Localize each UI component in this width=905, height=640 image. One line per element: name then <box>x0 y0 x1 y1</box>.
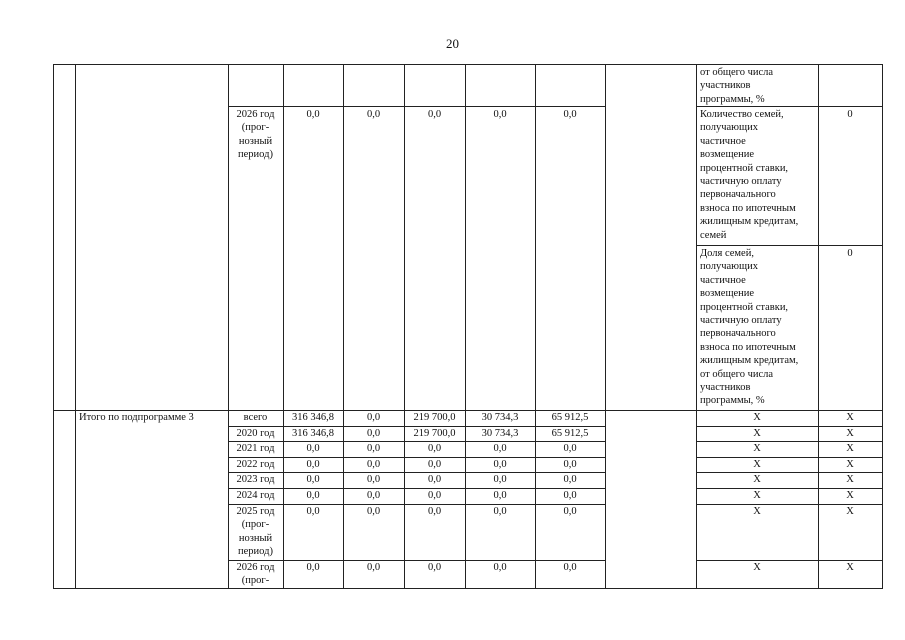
budget-value: 0,0 <box>306 443 320 454</box>
indicator-family-share-line: частичную оплату <box>700 315 782 326</box>
grid-line <box>696 245 883 246</box>
indicator-cell: X <box>753 443 761 454</box>
indicator-family-count-line: первоначального <box>700 189 776 201</box>
indicator-value-cell: X <box>846 443 854 454</box>
grid-line <box>882 64 883 588</box>
indicator-family-count-line: семей <box>700 229 727 241</box>
budget-value: 0,0 <box>366 412 381 423</box>
year-2025-period-line: период) <box>238 546 273 558</box>
period-label: всего <box>243 412 268 423</box>
indicator-family-count-line: жилищным кредитам, <box>700 216 799 228</box>
budget-value: 0,0 <box>427 443 442 454</box>
indicator-family-share-line: жилищным кредитам, <box>700 355 799 367</box>
budget-value: 0,0 <box>427 474 442 485</box>
budget-value: 0,0 <box>493 459 507 470</box>
budget-value: 0,0 <box>493 490 507 501</box>
indicator-value-cell: X <box>846 474 854 485</box>
year-2025-value: 0,0 <box>563 506 577 517</box>
indicator-family-share-line: частичное <box>700 274 746 286</box>
budget-value: 0,0 <box>366 474 381 485</box>
indicator-family-share-value: 0 <box>847 248 853 259</box>
indicator-family-share-line: от общего числа <box>700 368 774 380</box>
year-2025-value: 0,0 <box>427 506 442 517</box>
year-2025-indicator-value: X <box>846 506 854 517</box>
indicator-family-share-line: процентной ставки, <box>700 301 789 313</box>
year-2026-total-value: 0,0 <box>563 562 577 573</box>
period-label: 2024 год <box>236 490 275 501</box>
indicator-family-share-line: возмещение <box>700 288 755 300</box>
indicator-value-cell: X <box>846 428 854 439</box>
year-2026-total-period-line: 2026 год <box>236 562 275 573</box>
indicator-cell: X <box>753 412 761 423</box>
budget-value: 30 734,3 <box>481 428 519 439</box>
budget-value: 0,0 <box>563 474 577 485</box>
year-2026-total-indicator-value: X <box>846 562 854 573</box>
budget-value: 316 346,8 <box>292 428 334 439</box>
year-2026-total-period-line: (прог- <box>241 575 270 587</box>
indicator-family-share-line: первоначального <box>700 328 776 340</box>
year-2025-indicator: X <box>753 506 761 517</box>
indicator-value-cell: X <box>846 459 854 470</box>
budget-value: 219 700,0 <box>413 428 456 439</box>
budget-value: 0,0 <box>306 459 320 470</box>
indicator-family-share-line: получающих <box>700 261 758 273</box>
year-2025-period-line: нозный <box>238 532 273 544</box>
year-2025-value: 0,0 <box>306 506 320 517</box>
budget-value: 0,0 <box>427 459 442 470</box>
year-2026-total-value: 0,0 <box>366 562 381 573</box>
budget-value: 65 912,5 <box>551 428 589 439</box>
budget-value: 0,0 <box>563 443 577 454</box>
indicator-family-count-line: получающих <box>700 122 758 134</box>
year-2025-value: 0,0 <box>366 506 381 517</box>
year-2026-total-value: 0,0 <box>427 562 442 573</box>
year-2026-period-line: период) <box>238 149 273 161</box>
page-number: 20 <box>446 36 459 51</box>
year-2026-period-line: нозный <box>238 135 273 147</box>
year-2026-value: 0,0 <box>306 109 320 120</box>
period-label: 2020 год <box>236 428 275 439</box>
indicator-value-cell: X <box>846 490 854 501</box>
indicator-family-count-line: процентной ставки, <box>700 162 789 174</box>
period-label: 2021 год <box>236 443 275 454</box>
year-2026-value: 0,0 <box>563 109 577 120</box>
indicator-continuation-line: программы, % <box>700 93 765 105</box>
budget-value: 0,0 <box>427 490 442 501</box>
period-label: 2022 год <box>236 459 275 470</box>
indicator-family-count-line: частичное <box>700 135 746 147</box>
budget-value: 65 912,5 <box>551 412 589 423</box>
indicator-family-count-line: взноса по ипотечным <box>700 202 796 214</box>
budget-value: 0,0 <box>563 490 577 501</box>
indicator-cell: X <box>753 474 761 485</box>
grid-line <box>605 64 606 588</box>
year-2026-total-indicator: X <box>753 562 761 573</box>
budget-value: 0,0 <box>493 443 507 454</box>
year-2025-period-line: 2025 год <box>236 506 275 517</box>
indicator-family-share-line: участников <box>700 382 751 393</box>
year-2026-total-value: 0,0 <box>493 562 507 573</box>
period-label: 2023 год <box>236 474 275 485</box>
indicator-family-share-line: Доля семей, <box>700 248 754 259</box>
indicator-family-count-value: 0 <box>847 109 853 120</box>
indicator-cell: X <box>753 428 761 439</box>
year-2026-period-line: (прог- <box>241 122 270 134</box>
indicator-continuation-line: участников <box>700 80 751 92</box>
indicator-family-share-line: программы, % <box>700 395 765 407</box>
indicator-family-share-line: взноса по ипотечным <box>700 341 796 353</box>
year-2026-value: 0,0 <box>366 109 381 120</box>
budget-value: 0,0 <box>366 459 381 470</box>
budget-value: 316 346,8 <box>292 412 334 423</box>
indicator-cell: X <box>753 490 761 501</box>
budget-value: 0,0 <box>366 490 381 501</box>
budget-value: 0,0 <box>306 474 320 485</box>
year-2025-period-line: (прог- <box>241 519 270 531</box>
grid-line <box>228 106 606 107</box>
budget-value: 0,0 <box>366 443 381 454</box>
indicator-value-cell: X <box>846 412 854 423</box>
budget-value: 0,0 <box>563 459 577 470</box>
grid-line <box>75 64 76 588</box>
year-2026-total-value: 0,0 <box>306 562 320 573</box>
year-2026-value: 0,0 <box>493 109 507 120</box>
table-bottom-border <box>53 588 883 589</box>
indicator-cell: X <box>753 459 761 470</box>
year-2026-value: 0,0 <box>427 109 442 120</box>
indicator-family-count-line: частичную оплату <box>700 176 782 187</box>
indicator-family-count-line: Количество семей, <box>700 109 784 120</box>
subprogram-3-name: Итого по подпрограмме 3 <box>79 412 194 423</box>
year-2025-value: 0,0 <box>493 506 507 517</box>
budget-value: 0,0 <box>306 490 320 501</box>
indicator-continuation-line: от общего числа <box>700 67 774 78</box>
budget-value: 0,0 <box>493 474 507 485</box>
grid-line <box>53 64 54 588</box>
budget-value: 30 734,3 <box>481 412 519 423</box>
budget-value: 0,0 <box>366 428 381 439</box>
indicator-family-count-line: возмещение <box>700 149 755 161</box>
budget-value: 219 700,0 <box>413 412 456 423</box>
table-top-border <box>53 64 883 65</box>
year-2026-period-line: 2026 год <box>236 109 275 120</box>
